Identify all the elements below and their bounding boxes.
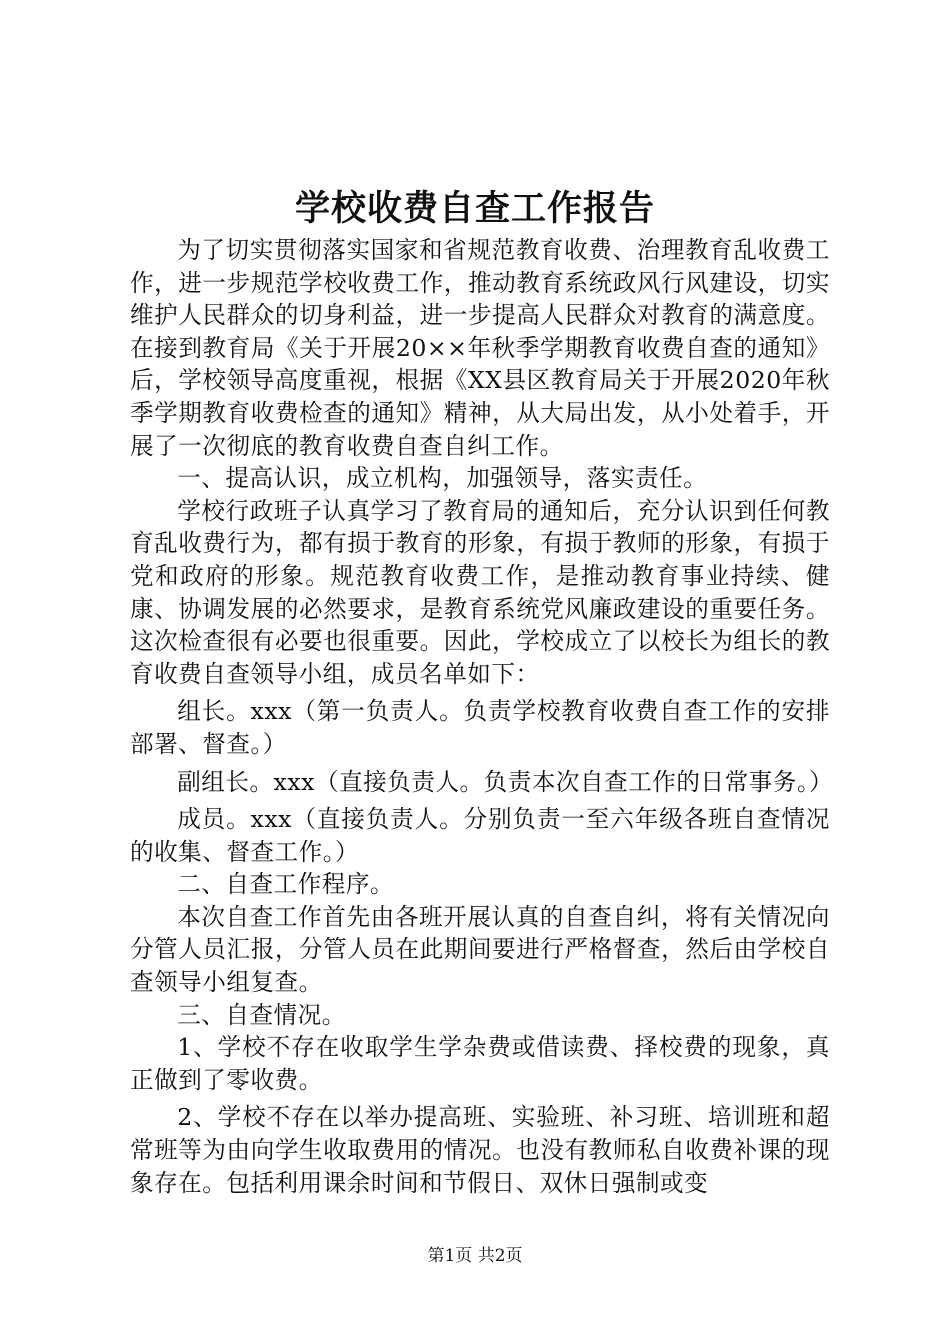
member-leader: 组长。xxx（第一负责人。负责学校教育收费自查工作的安排部署、督查。） — [130, 697, 830, 758]
list-item-2: 2、学校不存在以举办提高班、实验班、补习班、培训班和超常班等为由向学生收取费用的情况。也没有教师私自收费补课的现象存在。包括利用课余时间和节假日、双休日强制或变 — [130, 1103, 830, 1197]
list-item-1: 1、学校不存在收取学生学杂费或借读费、择校费的现象，真正做到了零收费。 — [130, 1033, 830, 1094]
paragraph-intro: 为了切实贯彻落实国家和省规范教育收费、治理教育乱收费工作，进一步规范学校收费工作，推动教育系统政风行风建设，切实维护人民群众的切身利益，进一步提高人民群众对教育的满意度。在接到教育局《关于开展20××年秋季学期教育收费自查的通知》后，学校领导高度重视，根据《XX县区教育局关于开展2020年秋季学期教育收费检查的通知》精神，从大局出发，从小处着手，开展了一次彻底的教育收费自查自纠工作。 — [130, 236, 830, 460]
heading-section-3: 三、自查情况。 — [177, 1000, 346, 1029]
document-title: 学校收费自查工作报告 — [294, 188, 655, 229]
heading-section-2: 二、自查工作程序。 — [177, 870, 395, 899]
member-members: 成员。xxx（直接负责人。分别负责一至六年级各班自查情况的收集、督查工作。） — [130, 805, 830, 866]
member-deputy-leader: 副组长。xxx（直接负责人。负责本次自查工作的日常事务。） — [177, 767, 834, 796]
paragraph-section-2: 本次自查工作首先由各班开展认真的自查自纠，将有关情况向分管人员汇报，分管人员在此期间要进行严格督查，然后由学校自查领导小组复查。 — [130, 902, 830, 997]
page-footer: 第1页 共2页 — [427, 1246, 523, 1266]
document-body — [130, 234, 834, 1199]
heading-section-1: 一、提高认识，成立机构，加强领导，落实责任。 — [177, 464, 708, 493]
paragraph-section-1: 学校行政班子认真学习了教育局的通知后，充分认识到任何教育乱收费行为，都有损于教育的形象，有损于教师的形象，有损于党和政府的形象。规范教育收费工作，是推动教育事业持续、健康、协调发展的必然要求，是教育系统党风廉政建设的重要任务。这次检查很有必要也很重要。因此，学校成立了以校长为组长的教育收费自查领导小组，成员名单如下： — [130, 496, 830, 688]
